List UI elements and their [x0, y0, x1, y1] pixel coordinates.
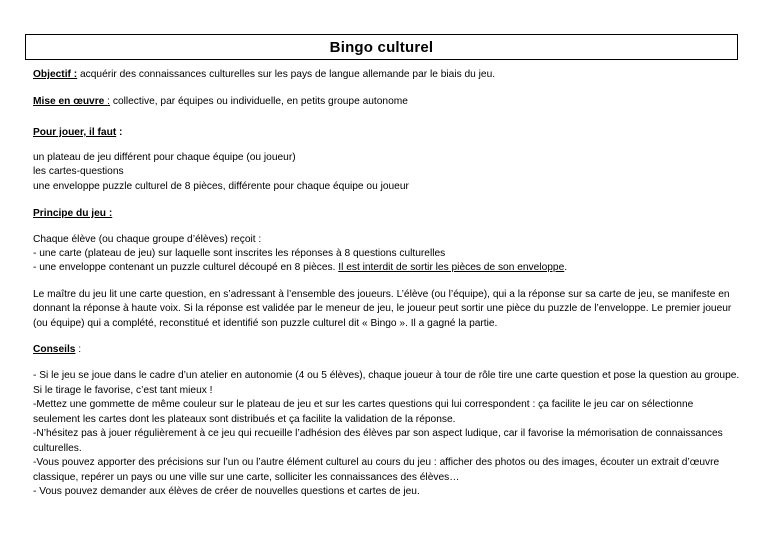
- principe-paragraph-line: (ou équipe) qui a complété, reconstitué et identifié son puzzle culturel dit « Bingo ». Il a gagné la partie.: [33, 318, 498, 329]
- conseils-line: - Si le jeu se joue dans le cadre d’un atelier en autonomie (4 ou 5 élèves), chaque joueur à tour de rôle tire une carte question et pose la question au groupe.: [33, 370, 740, 381]
- conseils-colon: :: [75, 344, 82, 355]
- conseils-line: classique, repérer un pays ou une ville sur une carte, solliciter les connaissances des élèves…: [33, 472, 460, 483]
- principe-item2-underlined: Il est interdit de sortir les pièces de son enveloppe: [338, 262, 565, 273]
- page-title: Bingo culturel: [329, 38, 434, 56]
- conseils-line: -Mettez une gommette de même couleur sur le plateau de jeu et sur les cartes questions qui lui correspondent : ça facilite le jeu car on sélectionne: [33, 399, 694, 410]
- list-item: un plateau de jeu différent pour chaque équipe (ou joueur): [33, 152, 296, 163]
- conseils-line: -Vous pouvez apporter des précisions sur l’un ou l’autre élément culturel au cours du jeu : afficher des photos ou des images, écouter un extrait d’œuvre: [33, 457, 720, 468]
- principe-item: - une carte (plateau de jeu) sur laquelle sont inscrites les réponses à 8 questions culturelles: [33, 248, 446, 259]
- pour-jouer-colon: :: [116, 127, 123, 138]
- title-box: [25, 34, 738, 60]
- conseils-line: culturelles.: [33, 443, 82, 454]
- mise-en-oeuvre-text: collective, par équipes ou individuelle, en petits groupe autonome: [110, 96, 408, 107]
- principe-intro: Chaque élève (ou chaque groupe d’élèves) reçoit :: [33, 234, 262, 245]
- principe-item2-end: .: [564, 262, 568, 273]
- conseils-heading-line: [33, 343, 81, 356]
- principe-paragraph-line: donnant la réponse à haute voix. Si la réponse est validée par le meneur de jeu, le joueur peut sortir une pièce du puzzle de l’enveloppe. Le premier joueur: [33, 303, 732, 314]
- principe-item2-start: - une enveloppe contenant un puzzle culturel découpé en 8 pièces.: [33, 262, 339, 273]
- list-item: une enveloppe puzzle culturel de 8 pièces, différente pour chaque équipe ou joueur: [33, 181, 409, 192]
- principe-item: [33, 261, 567, 274]
- conseils-heading: Conseils: [33, 344, 76, 355]
- principe-heading-line: [33, 207, 112, 220]
- conseils-line: Si le tirage le favorise, c’est tant mieux !: [33, 385, 213, 396]
- principe-heading: Principe du jeu :: [33, 208, 113, 219]
- conseils-line: -N’hésitez pas à jouer régulièrement à ce jeu qui recueille l’adhésion des élèves par son aspect ludique, car il favorise la mémorisation de connaissances: [33, 428, 723, 439]
- mise-en-oeuvre-label: Mise en œuvre: [33, 96, 108, 107]
- mise-en-oeuvre-line: [33, 95, 408, 108]
- objectif-text: acquérir des connaissances culturelles sur les pays de langue allemande par le biais du jeu.: [77, 69, 496, 80]
- objectif-line: [33, 68, 495, 81]
- objectif-label: Objectif :: [33, 69, 78, 80]
- pour-jouer-heading: Pour jouer, il faut: [33, 127, 117, 138]
- pour-jouer-heading-line: [33, 126, 122, 139]
- conseils-line: - Vous pouvez demander aux élèves de créer de nouvelles questions et cartes de jeu.: [33, 486, 420, 497]
- principe-paragraph-line: Le maître du jeu lit une carte question, en s’adressant à l’ensemble des joueurs. L’élève (ou l’équipe), qui a la réponse sur sa carte de jeu, se manifeste en: [33, 289, 730, 300]
- list-item: les cartes-questions: [33, 166, 124, 177]
- mise-en-oeuvre-colon: :: [107, 96, 111, 107]
- conseils-line: seulement les cartes dont les plateaux sont distribués et ça facilite la validation de la réponse.: [33, 414, 456, 425]
